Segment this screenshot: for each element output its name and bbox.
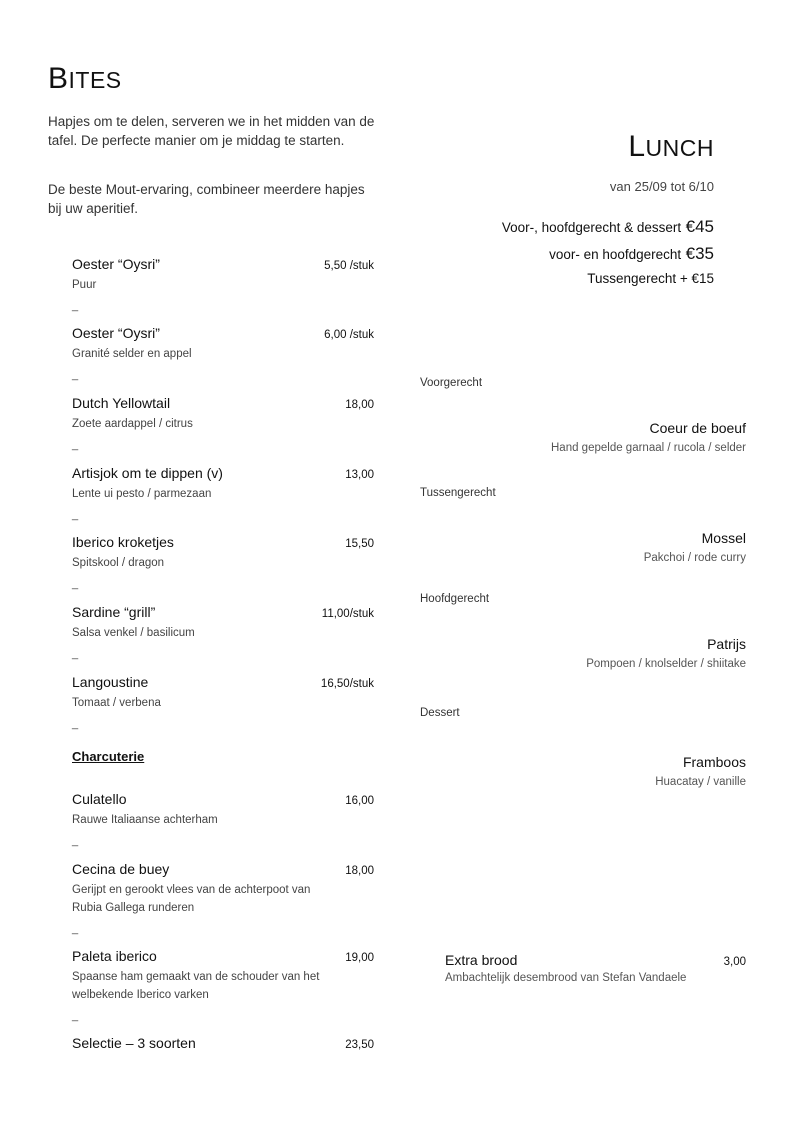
- item-separator: _: [72, 300, 79, 312]
- item-description: Puur: [72, 279, 97, 291]
- menu-item: [72, 948, 374, 1022]
- bites-intro-2: De beste Mout-ervaring, combineer meerdere hapjes bij uw aperitief.: [48, 182, 365, 216]
- item-name: Extra brood: [445, 952, 518, 968]
- item-description: Spaanse ham gemaakt van de schouder van het welbekende Iberico varken: [72, 971, 320, 1001]
- bites-title: BITES: [48, 62, 122, 95]
- item-price: 11,00/stuk: [321, 608, 374, 620]
- item-price: 19,00: [345, 952, 374, 964]
- item-price: 5,50 /stuk: [324, 260, 374, 272]
- item-price: 18,00: [345, 865, 374, 877]
- menu-item: [72, 674, 374, 730]
- lunch-price-3: Tussengerecht + €15: [587, 271, 714, 286]
- item-separator: _: [72, 648, 79, 660]
- item-price: 16,50/stuk: [320, 678, 374, 690]
- item-name: Oester “Oysri”: [72, 325, 160, 341]
- item-price: 23,50: [345, 1039, 374, 1051]
- course-label: Dessert: [420, 707, 460, 719]
- dish-description: Pakchoi / rode curry: [643, 552, 746, 564]
- item-name: Oester “Oysri”: [72, 256, 160, 272]
- item-description: Spitskool / dragon: [72, 557, 165, 569]
- dish-name: Framboos: [682, 754, 746, 770]
- dish: [446, 420, 746, 454]
- item-name: Langoustine: [72, 674, 149, 690]
- item-separator: _: [72, 718, 79, 730]
- item-description: Salsa venkel / basilicum: [72, 627, 195, 639]
- menu-item: [72, 791, 374, 847]
- charcuterie-heading: Charcuterie: [72, 749, 145, 764]
- item-name: Iberico kroketjes: [72, 534, 174, 550]
- course-label: Tussengerecht: [420, 487, 496, 499]
- item-description: Zoete aardappel / citrus: [72, 418, 193, 430]
- item-name: Dutch Yellowtail: [72, 395, 171, 411]
- item-description: Lente ui pesto / parmezaan: [72, 488, 212, 500]
- menu-item: [72, 1035, 374, 1051]
- item-price: 3,00: [723, 956, 746, 968]
- menu-item: [72, 534, 374, 590]
- item-price: 15,50: [345, 538, 374, 550]
- item-price: 13,00: [345, 469, 374, 481]
- dish: [446, 636, 746, 670]
- bites-intro-1: Hapjes om te delen, serveren we in het midden van de tafel. De perfecte manier om je middag te starten.: [48, 114, 375, 148]
- item-name: Paleta iberico: [72, 948, 157, 964]
- item-name: Selectie – 3 soorten: [72, 1035, 196, 1051]
- item-price: 16,00: [345, 795, 374, 807]
- lunch-dates: van 25/09 tot 6/10: [609, 179, 714, 194]
- dish-description: Pompoen / knolselder / shiitake: [586, 658, 746, 670]
- menu-item: [72, 325, 374, 381]
- item-separator: _: [72, 509, 79, 521]
- item-description: Ambachtelijk desembrood van Stefan Vandaele: [445, 972, 687, 984]
- dish-description: Hand gepelde garnaal / rucola / selder: [551, 442, 746, 454]
- item-separator: _: [72, 1010, 79, 1022]
- dish: [446, 754, 746, 788]
- lunch-price-1: Voor-, hoofdgerecht & dessert €45: [501, 217, 714, 236]
- item-description: Granité selder en appel: [72, 348, 192, 360]
- item-name: Culatello: [72, 791, 127, 807]
- item-price: 18,00: [345, 399, 374, 411]
- menu-item: [72, 465, 374, 521]
- item-description: Tomaat / verbena: [72, 697, 161, 709]
- item-price: 6,00 /stuk: [324, 329, 374, 341]
- menu-item: [72, 861, 374, 935]
- dish: [446, 530, 746, 564]
- item-description: Gerijpt en gerookt vlees van de achterpoot van Rubia Gallega runderen: [72, 884, 311, 914]
- menu-item: [72, 395, 374, 451]
- course-label: Voorgerecht: [420, 377, 483, 389]
- dish-name: Coeur de boeuf: [649, 420, 746, 436]
- dish-name: Patrijs: [707, 636, 746, 652]
- dish-name: Mossel: [701, 530, 746, 546]
- dish-description: Huacatay / vanille: [655, 776, 746, 788]
- item-description: Rauwe Italiaanse achterham: [72, 814, 218, 826]
- menu-item: [72, 256, 374, 312]
- lunch-title: LUNCH: [628, 130, 714, 163]
- item-separator: _: [72, 439, 79, 451]
- menu-item: [72, 604, 374, 660]
- item-name: Cecina de buey: [72, 861, 170, 877]
- item-name: Artisjok om te dippen (v): [72, 465, 223, 481]
- course-label: Hoofdgerecht: [420, 593, 490, 605]
- item-separator: _: [72, 578, 79, 590]
- item-separator: _: [72, 835, 79, 847]
- extra-bread-item: [445, 952, 746, 984]
- item-separator: _: [72, 369, 79, 381]
- item-separator: _: [72, 923, 79, 935]
- lunch-price-2: voor- en hoofdgerecht €35: [549, 244, 714, 263]
- item-name: Sardine “grill”: [72, 604, 156, 620]
